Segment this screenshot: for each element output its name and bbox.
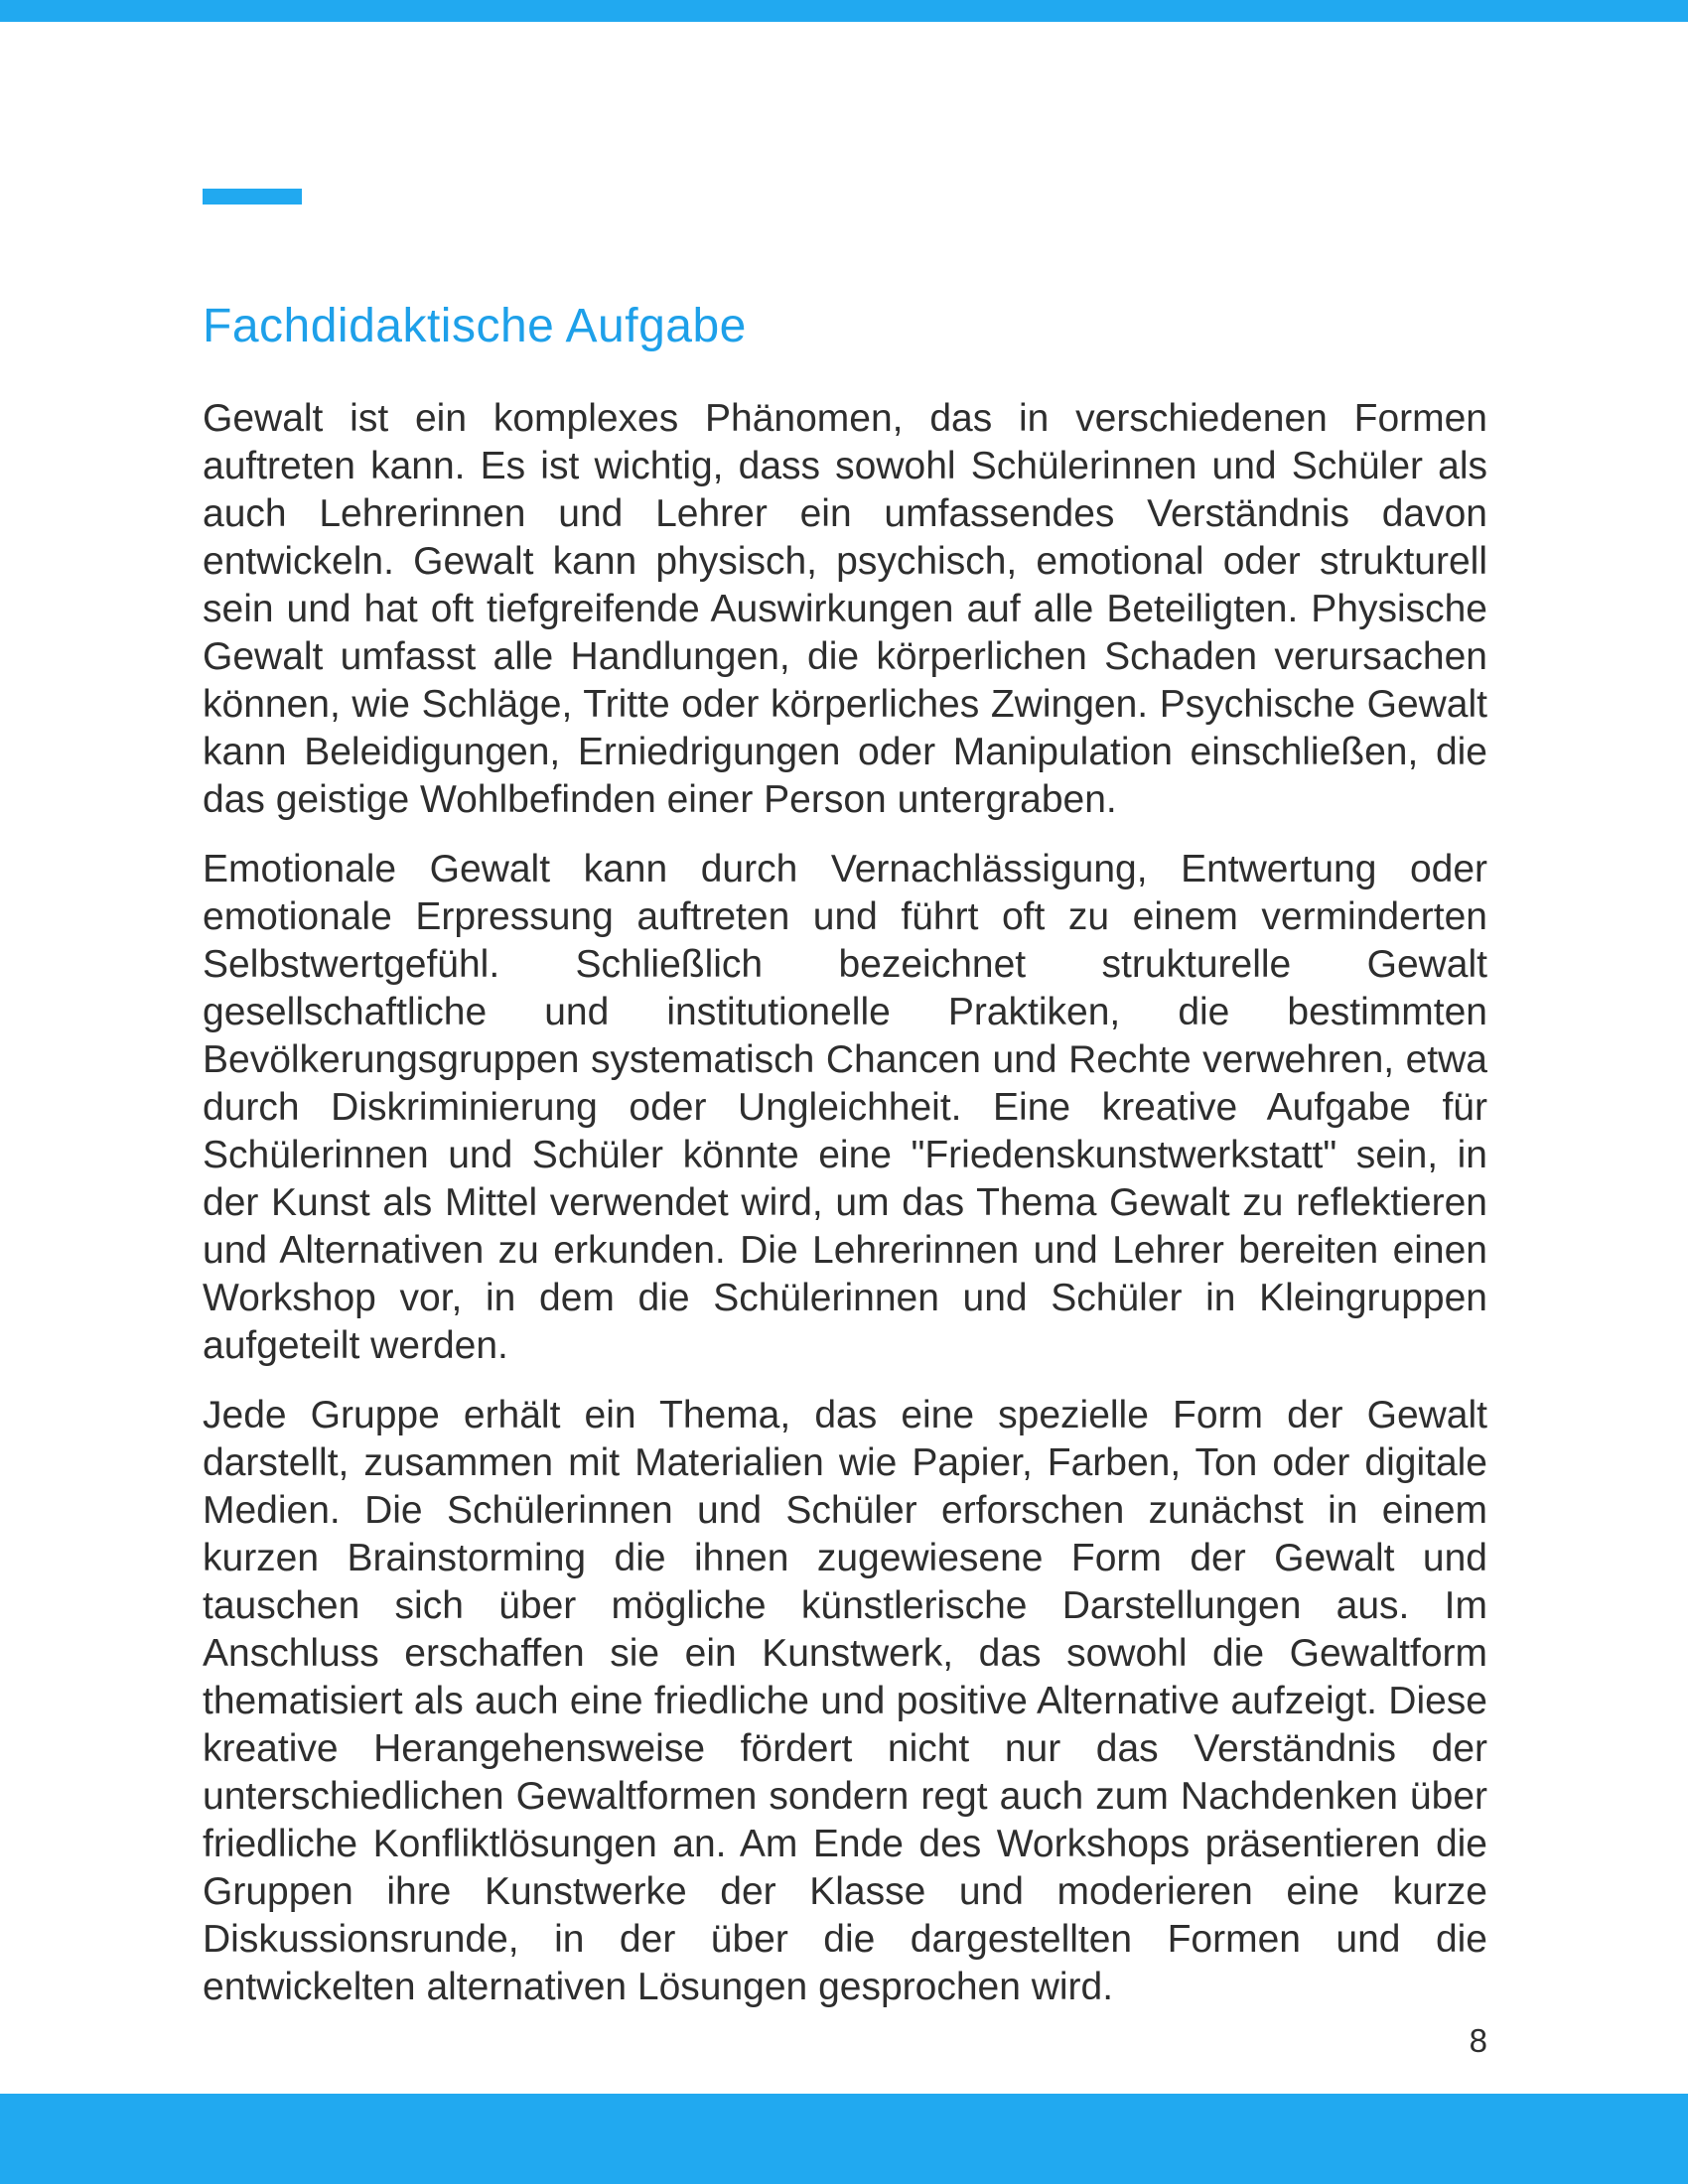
paragraph: Emotionale Gewalt kann durch Vernachlässigung, Entwertung oder emotionale Erpressung auftreten und führt oft zu einem verminderten Selbstwertgefühl. Schließlich bezeichnet strukturelle Gewalt gesellschaftliche und institutionelle Praktiken, die bestimmten Bevölkerungsgruppen systematisch Chancen und Rechte verwehren, etwa durch Diskriminierung oder Ungleichheit. Eine kreative Aufgabe für Schülerinnen und Schüler könnte eine "Friedenskunstwerkstatt" sein, in der Kunst als Mittel verwendet wird, um das Thema Gewalt zu reflektieren und Alternativen zu erkunden. Die Lehrerinnen und Lehrer bereiten einen Workshop vor, in dem die Schülerinnen und Schüler in Kleingruppen aufgeteilt werden. [203,848,1487,1367]
page-content [203,0,1487,2011]
paragraph: Jede Gruppe erhält ein Thema, das eine spezielle Form der Gewalt darstellt, zusammen mit Materialien wie Papier, Farben, Ton oder digitale Medien. Die Schülerinnen und Schüler erforschen zunächst in einem kurzen Brainstorming die ihnen zugewiesene Form der Gewalt und tauschen sich über mögliche künstlerische Darstellungen aus. Im Anschluss erschaffen sie ein Kunstwerk, das sowohl die Gewaltform thematisiert als auch eine friedliche und positive Alternative aufzeigt. Diese kreative Herangehensweise fördert nicht nur das Verständnis der unterschiedlichen Gewaltformen sondern regt auch zum Nachdenken über friedliche Konfliktlösungen an. Am Ende des Workshops präsentieren die Gruppen ihre Kunstwerke der Klasse und moderieren eine kurze Diskussionsrunde, in der über die dargestellten Formen und die entwickelten alternativen Lösungen gesprochen wird. [203,1394,1487,2008]
section-accent-dash [203,189,302,205]
page-number: 8 [1469,2022,1487,2059]
footer-accent-bar [0,2094,1688,2184]
body-text [203,395,1487,2011]
page-title: Fachdidaktische Aufgabe [203,300,747,352]
paragraph: Gewalt ist ein komplexes Phänomen, das in verschiedenen Formen auftreten kann. Es ist wichtig, dass sowohl Schülerinnen und Schüler als auch Lehrerinnen und Lehrer ein umfassendes Verständnis davon entwickeln. Gewalt kann physisch, psychisch, emotional oder strukturell sein und hat oft tiefgreifende Auswirkungen auf alle Beteiligten. Physische Gewalt umfasst alle Handlungen, die körperlichen Schaden verursachen können, wie Schläge, Tritte oder körperliches Zwingen. Psychische Gewalt kann Beleidigungen, Erniedrigungen oder Manipulation einschließen, die das geistige Wohlbefinden einer Person untergraben. [203,397,1487,821]
